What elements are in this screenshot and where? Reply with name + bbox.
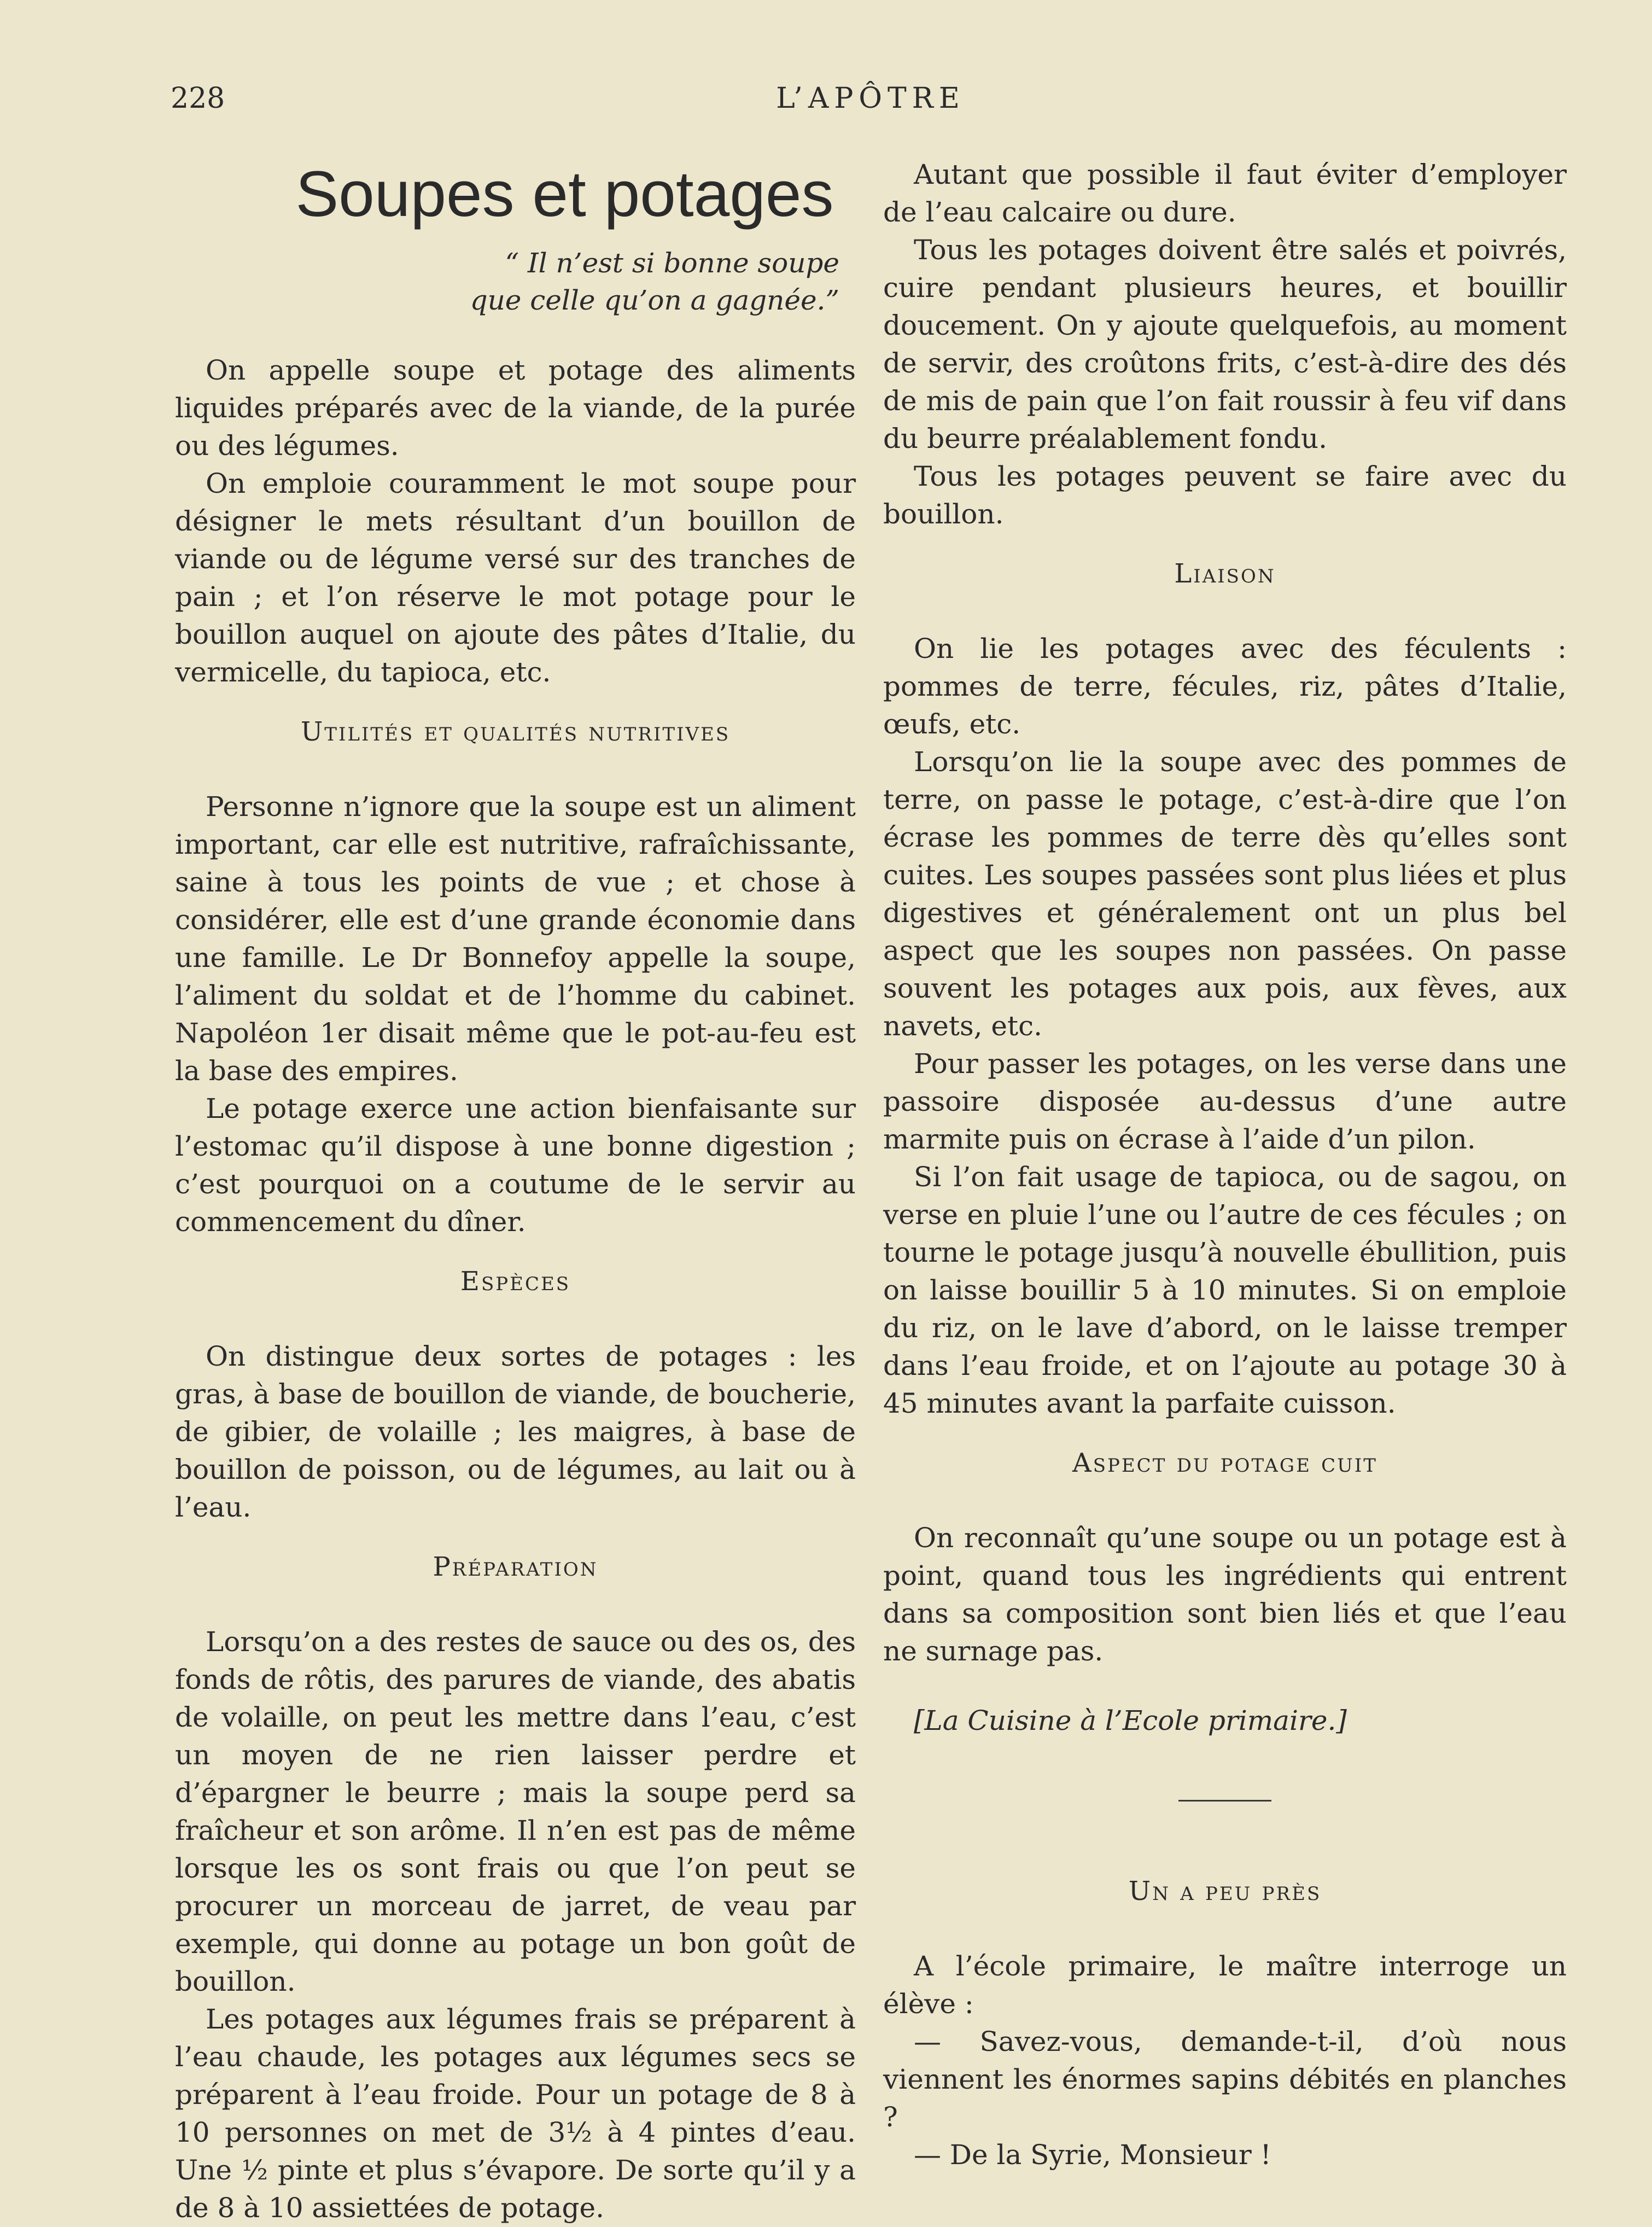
paragraph: Tous les potages doivent être salés et poivrés, cuire pendant plusieurs heures, et bouillir doucement. On y ajoute quelquefois, au moment de servir, des croûtons frits, c’est-à-dire des dés de mis de pain que l’on fait roussir à feu vif dans du beurre préalablement fondu.	[883, 234, 1567, 454]
section-heading: Préparation	[433, 1552, 598, 1582]
right-column	[883, 156, 1567, 2174]
section-heading: Utilités et qualités nutritives	[300, 716, 731, 747]
epigraph-line: que celle qu’on a gagnée.”	[470, 284, 839, 316]
epigraph	[175, 244, 856, 319]
paragraph: Les potages aux légumes frais se préparent à l’eau chaude, les potages aux légumes secs se préparent à l’eau froide. Pour un potage de 8 à 10 personnes on met de 3½ à 4 pintes d’eau. Une ½ pinte et plus s’évapore. De sorte qu’il y a de 8 à 10 assiettées de potage.	[175, 2003, 856, 2224]
paragraph: On reconnaît qu’une soupe ou un potage est à point, quand tous les ingrédients qui entrent dans sa composition sont bien liés et que l’eau ne surnage pas.	[883, 1522, 1567, 1667]
section-heading: Aspect du potage cuit	[1072, 1448, 1377, 1478]
paragraph: A l’école primaire, le maître interroge un élève :	[883, 1950, 1567, 2020]
running-head: L’APÔTRE	[776, 82, 965, 115]
paragraph: Pour passer les potages, on les verse dans une passoire disposée au-dessus d’une autre marmite puis on écrase à l’aide d’un pilon.	[883, 1048, 1567, 1155]
separator-rule	[1178, 1800, 1271, 1802]
anecdote-heading: Un a peu près	[1128, 1876, 1322, 1907]
paragraph: Le potage exerce une action bienfaisante sur l’estomac qu’il dispose à une bonne digestion ; c’est pourquoi on a coutume de le servir au commencement du dîner.	[175, 1093, 856, 1238]
dialogue-line: — Savez-vous, demande-t-il, d’où nous viennent les énormes sapins débités en planches ?	[883, 2026, 1567, 2133]
section-heading: Espèces	[460, 1266, 571, 1297]
page-number: 228	[171, 82, 225, 115]
section-heading: Liaison	[1174, 558, 1276, 589]
left-column	[175, 156, 856, 2227]
dialogue-line: — De la Syrie, Monsieur !	[914, 2139, 1271, 2171]
paragraph: Si l’on fait usage de tapioca, ou de sagou, on verse en pluie l’une ou l’autre de ces fécules ; on tourne le potage jusqu’à nouvelle ébullition, puis on laisse bouillir 5 à 10 minutes. Si on emploie du riz, on le lave d’abord, on le laisse tremper dans l’eau froide, et on l’ajoute au potage 30 à 45 minutes avant la parfaite cuisson.	[883, 1161, 1567, 1419]
paragraph: Autant que possible il faut éviter d’employer de l’eau calcaire ou dure.	[883, 159, 1567, 228]
paragraph: On lie les potages avec des féculents : pommes de terre, fécules, riz, pâtes d’Italie, œufs, etc.	[883, 633, 1567, 740]
paragraph: On emploie couramment le mot soupe pour désigner le mets résultant d’un bouillon de viande ou de légume versé sur des tranches de pain ; et l’on réserve le mot potage pour le bouillon auquel on ajoute des pâtes d’Italie, du vermicelle, du tapioca, etc.	[175, 468, 856, 688]
paragraph: Lorsqu’on lie la soupe avec des pommes de terre, on passe le potage, c’est-à-dire que l’on écrase les pommes de terre dès qu’elles sont cuites. Les soupes passées sont plus liées et plus digestives et généralement ont un plus bel aspect que les soupes non passées. On passe souvent les potages aux pois, aux fèves, aux navets, etc.	[883, 746, 1567, 1042]
paragraph: Personne n’ignore que la soupe est un aliment important, car elle est nutritive, rafraîchissante, saine à tous les points de vue ; et chose à considérer, elle est d’une grande économie dans une famille. Le Dr Bonnefoy appelle la soupe, l’aliment du soldat et de l’homme du cabinet. Napoléon 1er disait même que le pot-au-feu est la base des empires.	[175, 791, 856, 1087]
paragraph: Lorsqu’on a des restes de sauce ou des os, des fonds de rôtis, des parures de viande, des abatis de volaille, on peut les mettre dans l’eau, c’est un moyen de ne rien laisser perdre et d’épargner le beurre ; mais la soupe perd sa fraîcheur et son arôme. Il n’en est pas de même lorsque les os sont frais ou que l’on peut se procurer un morceau de jarret, de veau par exemple, qui donne au potage un bon goût de bouillon.	[175, 1626, 856, 1997]
source-citation: [La Cuisine à l’Ecole primaire.]	[914, 1705, 1347, 1736]
paragraph: On appelle soupe et potage des aliments liquides préparés avec de la viande, de la purée ou des légumes.	[175, 354, 856, 462]
article-title: Soupes et potages	[295, 158, 834, 230]
epigraph-line: “ Il n’est si bonne soupe	[505, 247, 839, 279]
paragraph: On distingue deux sortes de potages : les gras, à base de bouillon de viande, de boucherie, de gibier, de volaille ; les maigres, à base de bouillon de poisson, ou de légumes, au lait ou à l’eau.	[175, 1340, 856, 1523]
page-header	[171, 82, 1571, 120]
paragraph: Tous les potages peuvent se faire avec du bouillon.	[883, 460, 1567, 530]
